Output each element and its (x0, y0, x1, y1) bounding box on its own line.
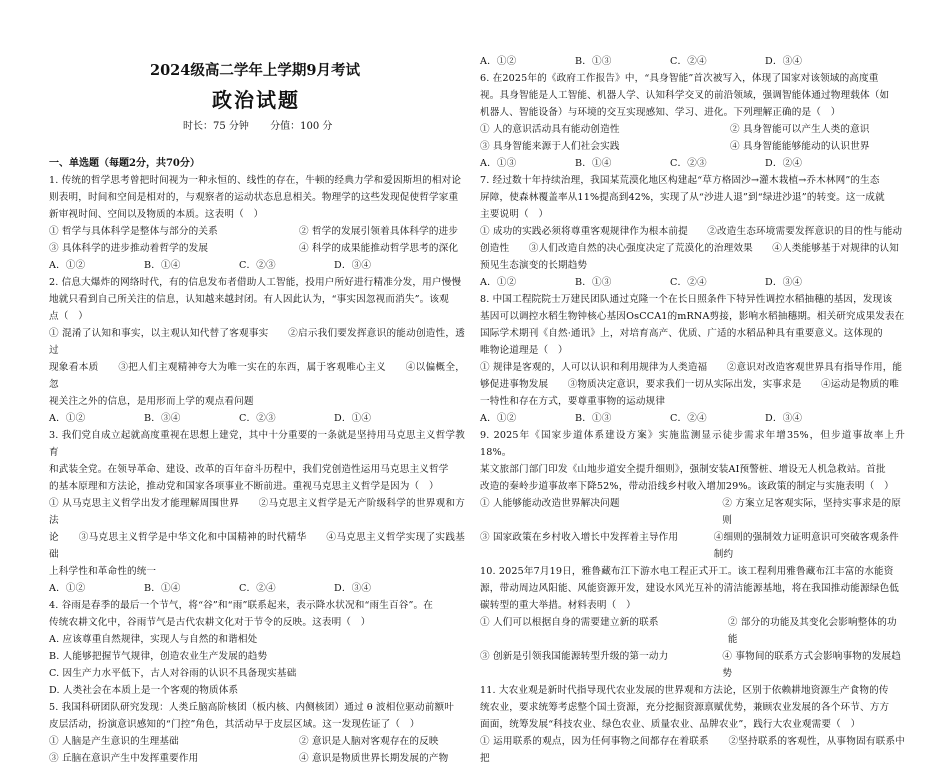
answer-choices (49, 410, 465, 427)
answer-choices (480, 410, 905, 427)
exam-title: 2024级高二学年上学期9月考试 (150, 62, 360, 79)
choice-c: C．②④ (670, 56, 707, 67)
answer-choices (480, 53, 905, 70)
choice-c: C．②③ (239, 413, 276, 424)
option-item: ① 人能够能动改造世界解决问题 (480, 498, 620, 509)
option-item: ④ 事物间的联系方式会影响事物的发展趋势 (722, 651, 901, 679)
choice-b: B．①③ (575, 413, 612, 424)
option-item: ② 具身智能可以产生人类的意识 (730, 124, 870, 135)
question-text-line: 10. 2025年7月19日，雅鲁藏布江下游水电工程正式开工。该工程利用雅鲁藏布江丰富的水能资 (480, 566, 894, 577)
choice-b: B．①③ (575, 56, 612, 67)
question-text-line: 4. 谷雨是春季的最后一个节气，将“谷”和“雨”联系起来，表示降水状况和“雨生百谷”。在 (49, 600, 434, 611)
choice-a: A．①② (480, 56, 517, 67)
choice-b: B．①④ (144, 260, 181, 271)
option-row (480, 614, 905, 648)
left-column (49, 172, 465, 767)
question-text-line: 1. 传统的哲学思考曾把时间视为一种永恒的、线性的存在，牛顿的经典力学和爱因斯坦的相对论 (49, 175, 462, 186)
answer-choices (49, 257, 465, 274)
question-text-line: 7. 经过数十年持续治理，我国某荒漠化地区构建起“草方格固沙→灌木栽植→乔木林网”的生态 (480, 175, 880, 186)
option-item: ④ 意识是物质世界长期发展的产物 (299, 753, 449, 764)
choice-c: C．②④ (670, 413, 707, 424)
choice-a: A．①③ (480, 158, 517, 169)
question-3 (49, 427, 465, 597)
question-text-line: ① 运用联系的观点，因为任何事物之间都存在着联系 ②坚持联系的客观性，从事物固有联系中把 (480, 736, 905, 764)
choice-b: B．①④ (575, 158, 612, 169)
choice-b: B．③④ (144, 413, 181, 424)
choice-c: C．②④ (239, 583, 276, 594)
section-heading: 一、单选题（每题2分，共70分） (49, 158, 200, 169)
choice-a: A．①② (49, 260, 86, 271)
option-row (49, 223, 465, 240)
question-text-line: 9. 2025年《国家步道体系建设方案》实施监测显示徒步需求年增35%，但步道事故率上升 18%。 (480, 430, 905, 458)
option-item: ① 人脑是产生意识的生理基础 (49, 736, 179, 747)
option-item: ② 方案立足客观实际，坚持实事求是的原则 (722, 498, 901, 526)
choice-d: D．③④ (765, 413, 803, 424)
question-text-line: 论 ③马克思主义哲学是中华文化和中国精神的时代精华 ④马克思主义哲学实现了实践基础 (49, 532, 465, 560)
question-text-line: 主要说明（ ） (480, 209, 549, 220)
question-text-line: 基因可以调控水稻生物钟核心基因OsCCA1的mRNA剪接，影响水稻抽穗期。相关研究成果发表在 (480, 311, 905, 322)
choice-a: A．①② (480, 413, 517, 424)
option-c: C. 因生产力水平低下，古人对谷雨的认识不具备现实基础 (49, 668, 297, 679)
question-text-line: 屏障，使森林覆盖率从11%提高到42%，实现了从“沙进人退”到“绿进沙退”的转变。这一成就 (480, 192, 885, 203)
subject-title: 政治试题 (212, 88, 300, 112)
option-item: ① 人们可以根据自身的需要建立新的联系 (480, 617, 659, 628)
option-item: ③ 具身智能来源于人们社会实践 (480, 141, 620, 152)
choice-c: C．②③ (239, 260, 276, 271)
option-item: ② 意识是人脑对客观存在的反映 (299, 736, 439, 747)
question-text-line: 碳转型的重大举措。材料表明（ ） (480, 600, 636, 611)
choice-a: A．①② (49, 413, 86, 424)
option-d: D. 人类社会在本质上是一个客观的物质体系 (49, 685, 239, 696)
question-text-line: 国际学术期刊《自然·通讯》上，对培育高产、优质、广适的水稻品种具有重要意义。这体现的 (480, 328, 883, 339)
option-item: ② 部分的功能及其变化会影响整体的功能 (727, 617, 897, 645)
question-text-line: 源，带动周边风阳能、风能资源开发，建设水风光互补的清洁能源基地，将在我国推动能源绿色低 (480, 583, 899, 594)
question-text-line: 3. 我们党自成立起就高度重视在思想上建党，其中十分重要的一条就是坚持用马克思主义哲学教育 (49, 430, 465, 458)
choice-d: D．③④ (334, 583, 372, 594)
option-row (49, 733, 465, 750)
question-8 (480, 291, 905, 427)
option-item: ① 哲学与具体科学是整体与部分的关系 (49, 226, 218, 237)
option-item: ③ 国家政策在乡村收入增长中发挥着主导作用 (480, 532, 679, 543)
question-text-line: 传统农耕文化中，谷雨节气是古代农耕文化对于节令的反映。这表明（ ） (49, 617, 371, 628)
question-text-line: 现象看本质 ③把人们主观精神夸大为唯一实在的东西，属于客观唯心主义 ④以偏概全，忽 (49, 362, 465, 390)
choice-a: A．①② (49, 583, 86, 594)
right-column (480, 53, 905, 767)
option-item: ③ 具体科学的进步推动着哲学的发展 (49, 243, 209, 254)
option-row (49, 240, 465, 257)
question-2 (49, 274, 465, 427)
question-7 (480, 172, 905, 291)
option-row (480, 495, 905, 529)
option-b: B. 人能够把握节气规律，创造农业生产发展的趋势 (49, 651, 268, 662)
question-text-line: ① 规律是客观的，人可以认识和利用规律为人类造福 ②意识对改造客观世界具有指导作用，能 (480, 362, 903, 373)
question-text-line: ① 混淆了认知和事实，以主观认知代替了客观事实 ②启示我们要发挥意识的能动创造性，透过 (49, 328, 465, 356)
option-item: ③ 创新是引领我国能源转型升级的第一动力 (480, 651, 669, 662)
question-6 (480, 70, 905, 172)
option-item: ① 人的意识活动具有能动创造性 (480, 124, 620, 135)
question-text-line: 新审视时间、空间以及物质的本质。这表明（ ） (49, 209, 264, 220)
answer-choices (49, 580, 465, 597)
question-text-line: ① 从马克思主义哲学出发才能理解周围世界 ②马克思主义哲学是无产阶级科学的世界观和方法 (49, 498, 465, 526)
choice-d: D．②④ (765, 158, 803, 169)
choice-c: C．②④ (670, 277, 707, 288)
choice-b: B．①③ (575, 277, 612, 288)
option-item: ④ 科学的成果能推动哲学思考的深化 (299, 243, 459, 254)
question-4 (49, 597, 465, 699)
choice-d: D．①④ (334, 413, 372, 424)
exam-duration: 时长：75 分钟 (183, 121, 249, 132)
question-5 (49, 699, 465, 767)
choice-a: A．①② (480, 277, 517, 288)
choice-d: D．③④ (765, 277, 803, 288)
question-text-line: 唯物论道理是（ ） (480, 345, 568, 356)
question-text-line: 够促进事物发展 ③物质决定意识，要求我们一切从实际出发，实事求是 ④运动是物质的唯 (480, 379, 899, 390)
choice-d: D．③④ (334, 260, 372, 271)
exam-score: 分值：100 分 (270, 121, 333, 132)
option-item: ④细则的强制效力证明意识可突破客观条件制约 (713, 532, 899, 560)
option-row (480, 138, 905, 155)
question-text-line: 的基本原理和方法论，推动党和国家各项事业不断前进。重视马克思主义哲学是因为（ ） (49, 481, 439, 492)
question-text-line: 一特性和存在方式，要尊重事物的运动规律 (480, 396, 666, 407)
exam-info (183, 117, 350, 132)
question-11 (480, 682, 905, 767)
choice-d: D．③④ (765, 56, 803, 67)
question-text-line: 上科学性和革命性的统一 (49, 566, 157, 577)
question-text-line: 视。具身智能是人工智能、机器人学、认知科学交叉的前沿领域，强调智能体通过物理载体（如 (480, 90, 890, 101)
option-item: ④ 具身智能能够能动的认识世界 (730, 141, 870, 152)
question-1 (49, 172, 465, 274)
question-text-line: 5. 我国科研团队研究发现：人类丘脑高阶核团（板内核、内侧核团）通过 θ 波相位驱动前额叶 (49, 702, 454, 713)
question-text-line: ① 成功的实践必须将尊重客观规律作为根本前提 ②改造生态环境需要发挥意识的目的性与能动 (480, 226, 903, 237)
question-text-line: 创造性 ③人们改造自然的决心强度决定了荒漠化的治理效果 ④人类能够基于对规律的认知 (480, 243, 899, 254)
question-text-line: 点（ ） (49, 311, 88, 322)
question-text-line: 预见生态演变的长期趋势 (480, 260, 588, 271)
question-text-line: 地就只看到自己所关注的信息，认知越来越封闭。有人因此认为，“事实因忽视而消失”。该观 (49, 294, 449, 305)
question-text-line: 统农业，要求统筹考虑整个国土资源，充分挖掘资源禀赋优势，兼顾农业发展的各个环节、方方 (480, 702, 890, 713)
question-text-line: 视关注之外的信息，是用形而上学的观点看问题 (49, 396, 254, 407)
question-9 (480, 427, 905, 563)
choice-b: B．①④ (144, 583, 181, 594)
option-item: ② 哲学的发展引领着具体科学的进步 (299, 226, 459, 237)
question-10 (480, 563, 905, 682)
option-row (49, 750, 465, 767)
option-row (480, 648, 905, 682)
question-text-line: 皮层活动，扮演意识感知的“门控”角色，其活动早于皮层区域。这一发现佐证了（ ） (49, 719, 420, 730)
option-row (480, 121, 905, 138)
answer-choices (480, 155, 905, 172)
question-text-line: 则表明，时间和空间是相对的，与观察者的运动状态息息相关。物理学的这些发现促使哲学家重 (49, 192, 459, 203)
option-row (480, 529, 905, 563)
answer-choices (480, 274, 905, 291)
question-text-line: 2. 信息大爆炸的网络时代，有的信息发布者借助人工智能，投用户所好进行精准分发，用户慢慢 (49, 277, 462, 288)
question-text-line: 机器人、智能设备）与环境的交互实现感知、学习、进化。下列理解正确的是（ ） (480, 107, 841, 118)
question-text-line: 11. 大农业观是新时代指导现代农业发展的世界观和方法论，区别于依赖耕地资源生产食物的传 (480, 685, 889, 696)
question-text-line: 6. 在2025年的《政府工作报告》中，“具身智能”首次被写入，体现了国家对该领域的高度重 (480, 73, 879, 84)
question-text-line: 改造的秦岭步道事故率下降52%，带动沿线乡村收入增加29%。该政策的制定与实施表明（ ） (480, 481, 894, 492)
question-text-line: 和武装全党。在领导革命、建设、改革的百年奋斗历程中，我们党创造性运用马克思主义哲学 (49, 464, 449, 475)
option-item: ③ 丘脑在意识产生中发挥重要作用 (49, 753, 199, 764)
question-text-line: 面面，统筹发展“科技农业、绿色农业、质量农业、品牌农业”，践行大农业观需要（ ） (480, 719, 861, 730)
question-text-line: 8. 中国工程院院士万建民团队通过克隆一个在长日照条件下特异性调控水稻抽穗的基因，发现该 (480, 294, 893, 305)
option-a: A. 应该尊重自然规律，实现人与自然的和谐相处 (49, 634, 258, 645)
question-text-line: 某文旅部门部门印发《山地步道安全提升细则》，强制安装AI预警桩、增设无人机急救站。首批 (480, 464, 886, 475)
choice-c: C．②③ (670, 158, 707, 169)
